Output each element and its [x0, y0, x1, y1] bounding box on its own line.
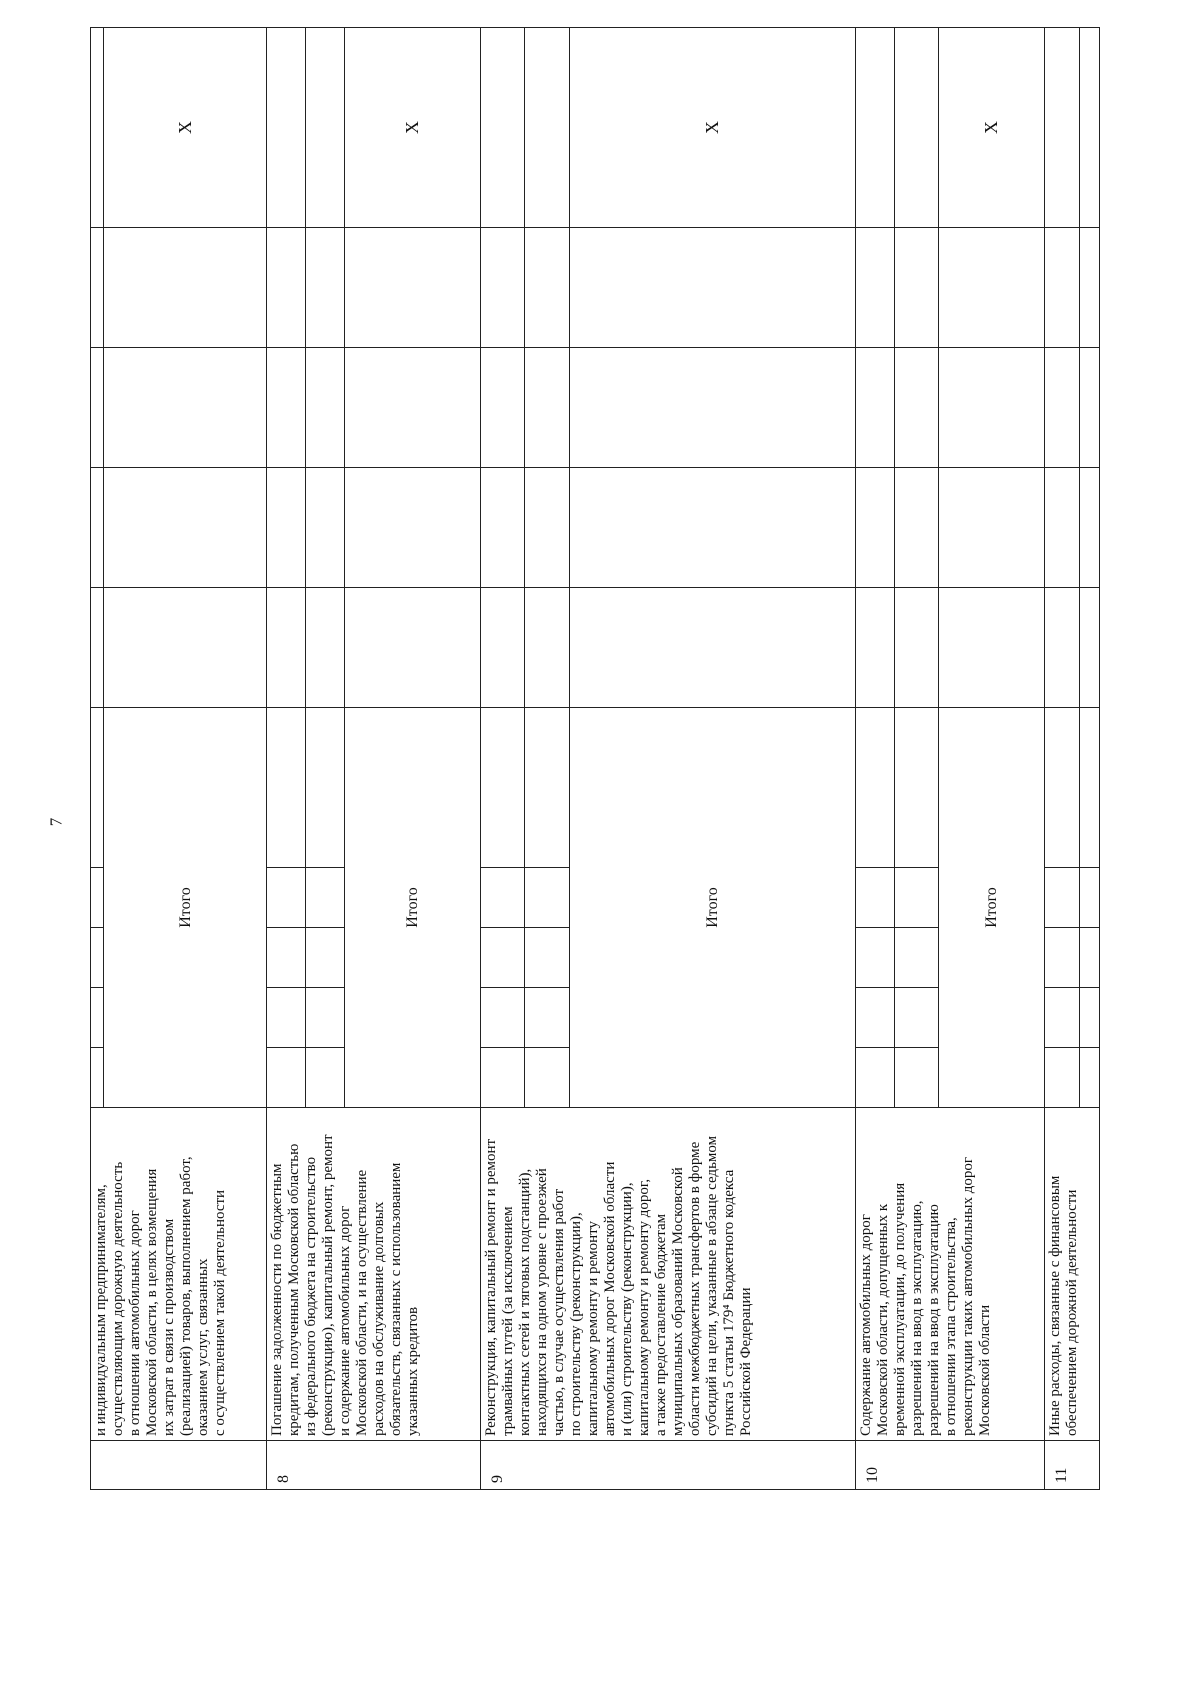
description-line: пункта 5 статьи 179⁴ Бюджетного кодекса [721, 1169, 738, 1436]
value-cell [306, 348, 345, 468]
value-cell [525, 228, 569, 348]
description-line: временной эксплуатации, до получения [892, 1182, 909, 1436]
value-cell [481, 1048, 525, 1108]
description-line: субсидий на цели, указанные в абзаце седьмом [704, 1135, 721, 1436]
total-label: Итого [344, 708, 481, 1108]
description-line: и индивидуальным предпринимателям, [93, 1184, 109, 1436]
value-cell [481, 928, 525, 988]
value-cell [1080, 868, 1100, 928]
description-line: Реконструкция, капитальный ремонт и ремонт [483, 1138, 500, 1436]
value-cell [481, 588, 525, 708]
description-line: по строительству (реконструкции), [568, 1212, 585, 1436]
value-cell [306, 928, 345, 988]
value-cell [481, 348, 525, 468]
value-cell [894, 468, 938, 588]
value-cell [1080, 988, 1100, 1048]
description-line: муниципальных образований Московской [670, 1167, 687, 1436]
description-line: а также предоставление бюджетам [653, 1213, 670, 1436]
value-cell [91, 468, 104, 588]
x-mark: Х [569, 28, 856, 228]
value-cell [306, 228, 345, 348]
description-line: (реализацией) товаров, выполнением работ, [178, 1156, 194, 1436]
value-cell [267, 928, 306, 988]
row-number: 9 [481, 1441, 856, 1490]
value-cell [525, 468, 569, 588]
value-cell [1080, 228, 1100, 348]
row-description [856, 1108, 1045, 1441]
description-line: капитальному ремонту и ремонту [585, 1220, 602, 1436]
description-line: Московской области [977, 1304, 994, 1436]
value-cell [91, 228, 104, 348]
value-cell [894, 588, 938, 708]
value-cell [481, 28, 525, 228]
description-line: Погашение задолженности по бюджетным [269, 1163, 286, 1436]
total-label: Итого [104, 708, 267, 1108]
value-cell [267, 1048, 306, 1108]
value-cell [1080, 928, 1100, 988]
budget-table-rotated [90, 28, 1100, 1490]
value-cell [569, 348, 856, 468]
value-cell [938, 348, 1044, 468]
description-line: обязательств, связанных с использованием [388, 1162, 405, 1436]
description-line: указанных кредитов [405, 1306, 422, 1436]
value-cell [525, 988, 569, 1048]
value-cell [267, 348, 306, 468]
value-cell [481, 228, 525, 348]
value-cell [91, 588, 104, 708]
value-cell [104, 228, 267, 348]
value-cell [267, 588, 306, 708]
value-cell [104, 348, 267, 468]
total-label: Итого [938, 708, 1044, 1108]
description-line: Иные расходы, связанные с финансовым [1046, 1175, 1063, 1436]
value-cell [894, 928, 938, 988]
value-cell [569, 228, 856, 348]
value-cell [91, 1048, 104, 1108]
value-cell [1044, 988, 1079, 1048]
value-cell [104, 468, 267, 588]
row-number: 8 [267, 1441, 481, 1490]
description-line: с осуществлением такой деятельности [212, 1189, 228, 1436]
value-cell [894, 868, 938, 928]
value-cell [856, 468, 895, 588]
value-cell [91, 928, 104, 988]
value-cell [569, 468, 856, 588]
row-number: 11 [1044, 1441, 1099, 1490]
description-line: кредитам, полученным Московской областью [286, 1143, 303, 1436]
value-cell [856, 228, 895, 348]
value-cell [894, 988, 938, 1048]
row-description [91, 1108, 267, 1441]
budget-table [90, 27, 1100, 1490]
description-line: их затрат в связи с производством [161, 1218, 177, 1436]
description-line: оказанием услуг, связанных [195, 1258, 211, 1436]
value-cell [306, 1048, 345, 1108]
value-cell [525, 868, 569, 928]
description-line: и содержание автомобильных дорог [337, 1205, 354, 1436]
description-line: Российской Федерации [738, 1287, 755, 1436]
value-cell [267, 868, 306, 928]
value-cell [1044, 928, 1079, 988]
row-description [481, 1108, 856, 1441]
x-mark: Х [344, 28, 481, 228]
value-cell [856, 988, 895, 1048]
value-cell [344, 588, 481, 708]
description-line: разрешений на ввод в эксплуатацию [926, 1204, 943, 1436]
description-line: в отношении этапа строительства, [943, 1217, 960, 1436]
value-cell [894, 228, 938, 348]
value-cell [525, 348, 569, 468]
value-cell [306, 588, 345, 708]
value-cell [894, 28, 938, 228]
value-cell [1080, 588, 1100, 708]
value-cell [1044, 1048, 1079, 1108]
value-cell [481, 708, 525, 868]
value-cell [856, 28, 895, 228]
description-line: области межбюджетных трансфертов в форме [687, 1141, 704, 1436]
value-cell [938, 228, 1044, 348]
value-cell [306, 708, 345, 868]
total-label: Итого [569, 708, 856, 1108]
value-cell [91, 708, 104, 868]
value-cell [344, 468, 481, 588]
x-mark: Х [104, 28, 267, 228]
value-cell [267, 988, 306, 1048]
value-cell [856, 588, 895, 708]
value-cell [1044, 868, 1079, 928]
value-cell [1080, 1048, 1100, 1108]
value-cell [1044, 708, 1079, 868]
value-cell [856, 1048, 895, 1108]
value-cell [894, 1048, 938, 1108]
description-line: разрешений на ввод в эксплуатацию, [909, 1200, 926, 1436]
value-cell [306, 988, 345, 1048]
value-cell [344, 348, 481, 468]
value-cell [1080, 28, 1100, 228]
value-cell [344, 228, 481, 348]
value-cell [306, 468, 345, 588]
value-cell [856, 928, 895, 988]
value-cell [525, 928, 569, 988]
value-cell [856, 868, 895, 928]
value-cell [91, 28, 104, 228]
description-line: Содержание автомобильных дорог [858, 1214, 875, 1436]
value-cell [525, 1048, 569, 1108]
value-cell [1044, 228, 1079, 348]
value-cell [481, 988, 525, 1048]
value-cell [856, 348, 895, 468]
value-cell [1080, 468, 1100, 588]
value-cell [267, 468, 306, 588]
value-cell [104, 588, 267, 708]
description-line: Московской области, и на осуществление [354, 1169, 371, 1436]
description-line: и (или) строительству (реконструкции), [619, 1182, 636, 1436]
value-cell [894, 348, 938, 468]
row-number [91, 1441, 267, 1490]
value-cell [267, 708, 306, 868]
description-line: обеспечением дорожной деятельности [1063, 1189, 1080, 1436]
row-number: 10 [856, 1441, 1045, 1490]
value-cell [267, 28, 306, 228]
description-line: (реконструкцию), капитальный ремонт, ремонт [320, 1134, 337, 1436]
value-cell [267, 228, 306, 348]
value-cell [91, 868, 104, 928]
value-cell [938, 588, 1044, 708]
description-line: Московской области, допущенных к [875, 1203, 892, 1436]
row-description [1044, 1108, 1099, 1441]
description-line: расходов на обслуживание долговых [371, 1201, 388, 1436]
value-cell [938, 468, 1044, 588]
x-mark: Х [938, 28, 1044, 228]
value-cell [1080, 708, 1100, 868]
description-line: из федерального бюджета на строительство [303, 1156, 320, 1436]
description-line: контактных сетей и тяговых подстанций), [517, 1168, 534, 1436]
value-cell [91, 348, 104, 468]
description-line: в отношении автомобильных дорог [127, 1210, 143, 1436]
value-cell [481, 868, 525, 928]
description-line: капитальному ремонту и ремонту дорог, [636, 1178, 653, 1436]
value-cell [1044, 468, 1079, 588]
row-description [267, 1108, 481, 1441]
value-cell [894, 708, 938, 868]
description-line: находящихся на одном уровне с проезжей [534, 1168, 551, 1436]
value-cell [569, 588, 856, 708]
description-line: трамвайных путей (за исключением [500, 1206, 517, 1436]
description-line: автомобильных дорог Московской области [602, 1161, 619, 1436]
value-cell [525, 28, 569, 228]
value-cell [1080, 348, 1100, 468]
value-cell [1044, 348, 1079, 468]
value-cell [1044, 28, 1079, 228]
value-cell [481, 468, 525, 588]
value-cell [856, 708, 895, 868]
value-cell [306, 28, 345, 228]
value-cell [525, 708, 569, 868]
value-cell [91, 988, 104, 1048]
description-line: Московской области, в целях возмещения [144, 1168, 160, 1436]
value-cell [306, 868, 345, 928]
description-line: частью, в случае осуществления работ [551, 1188, 568, 1436]
description-line: реконструкции таких автомобильных дорог [960, 1156, 977, 1436]
description-line: осуществляющим дорожную деятельность [110, 1161, 126, 1436]
value-cell [525, 588, 569, 708]
value-cell [1044, 588, 1079, 708]
page-number: 7 [46, 817, 66, 827]
